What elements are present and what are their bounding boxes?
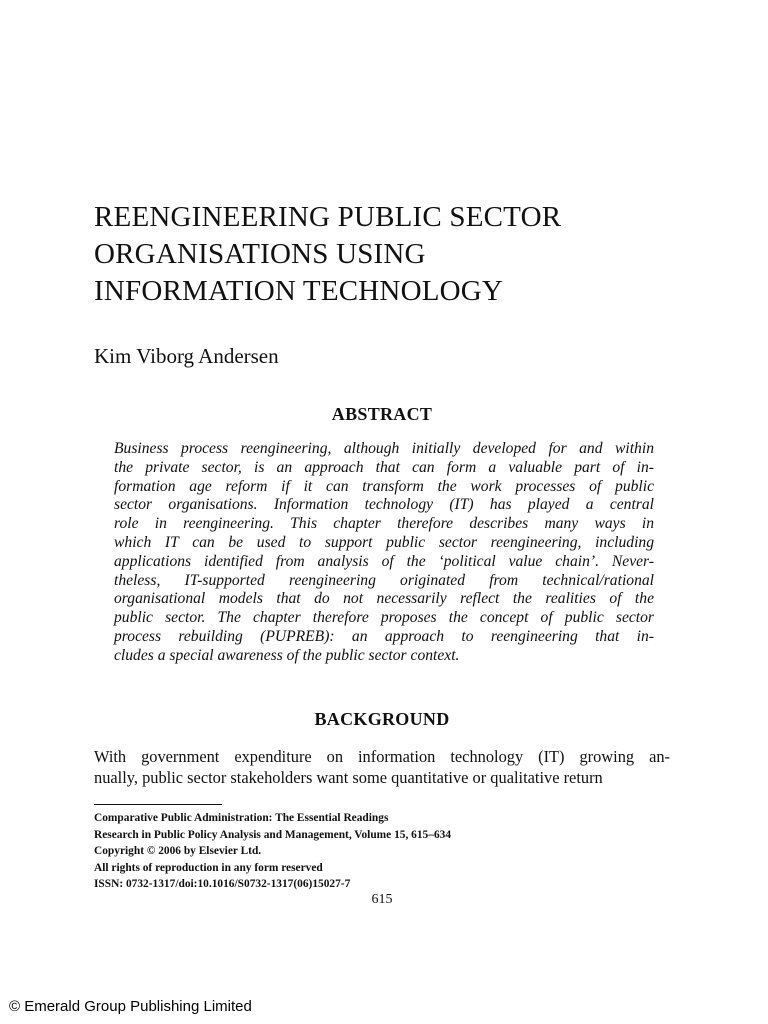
publication-footnote [94,810,451,893]
abstract-line: formation age reform if it can transform the work processes of public [114,477,654,495]
footnote-line: ISSN: 0732-1317/doi:10.1016/S0732-1317(06)15027-7 [94,878,351,890]
abstract-line: applications identified from analysis of the ‘political value chain’. Never- [114,552,654,570]
title-line: INFORMATION TECHNOLOGY [94,275,504,307]
page-number: 615 [371,892,393,907]
abstract-line: sector organisations. Information technology (IT) has played a central [114,496,654,514]
abstract-text [114,440,654,666]
abstract-heading: ABSTRACT [331,404,433,424]
footnote-divider [94,804,222,805]
abstract-line: process rebuilding (PUPREB): an approach to reengineering that in- [114,627,654,645]
footnote-line: All rights of reproduction in any form reserved [94,861,323,874]
background-heading: BACKGROUND [314,709,450,729]
footnote-line: Comparative Public Administration: The Essential Readings [94,812,389,824]
abstract-line: which IT can be used to support public sector reengineering, including [114,533,654,551]
abstract-line: cludes a special awareness of the public sector context. [114,646,460,664]
background-text [94,746,670,788]
footnote-line: Copyright © 2006 by Elsevier Ltd. [94,845,262,857]
title-line: ORGANISATIONS USING [94,238,426,270]
chapter-title [94,199,694,310]
abstract-line: public sector. The chapter therefore proposes the concept of public sector [114,609,654,627]
body-line: With government expenditure on information technology (IT) growing an- [94,747,670,766]
abstract-line: role in reengineering. This chapter therefore describes many ways in [114,515,654,533]
author-name: Kim Viborg Andersen [94,344,279,368]
publisher-notice: © Emerald Group Publishing Limited [9,998,252,1015]
footnote-line: Research in Public Policy Analysis and Management, Volume 15, 615–634 [94,828,452,841]
abstract-line: theless, IT-supported reengineering originated from technical/rational [114,571,654,589]
abstract-line: the private sector, is an approach that can form a valuable part of in- [114,458,654,476]
body-line: nually, public sector stakeholders want some quantitative or qualitative return [94,768,603,787]
abstract-line: Business process reengineering, although initially developed for and within [114,440,654,457]
abstract-line: organisational models that do not necessarily reflect the realities of the [114,590,654,608]
title-line: REENGINEERING PUBLIC SECTOR [94,201,562,233]
